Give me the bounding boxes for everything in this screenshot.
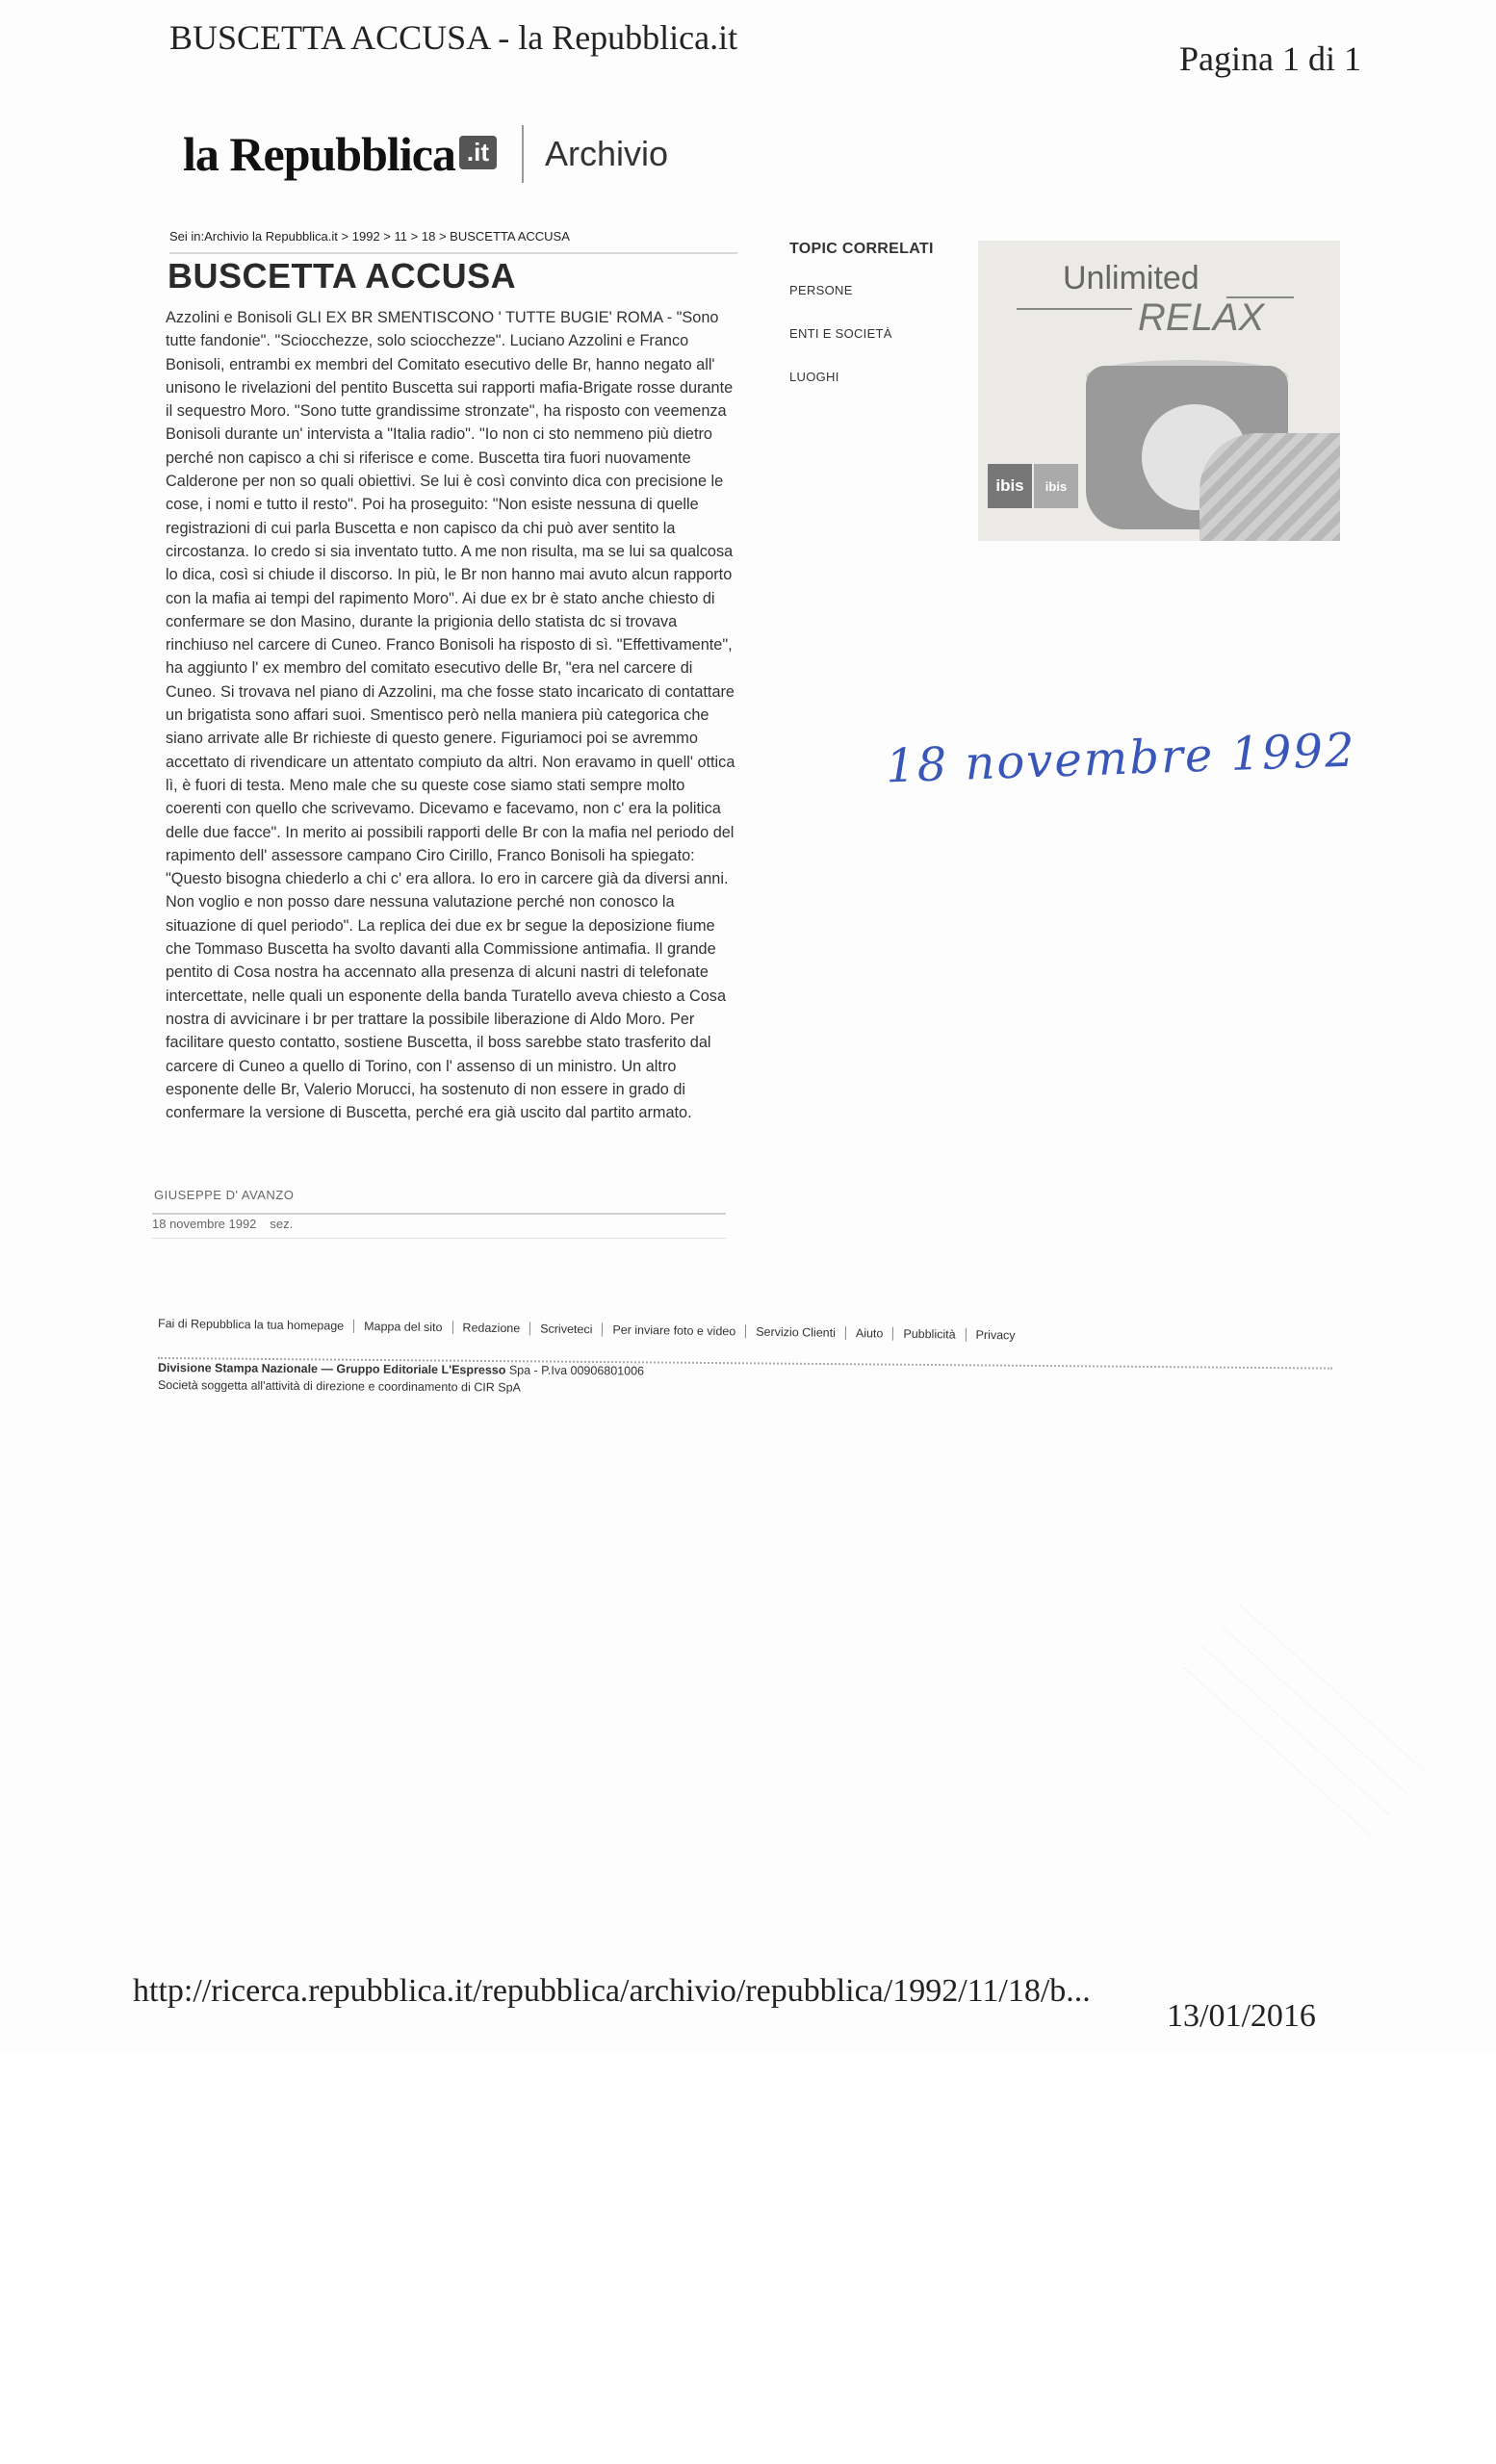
print-footer-date: 13/01/2016 bbox=[1167, 1998, 1316, 2034]
topic-luoghi[interactable]: LUOGHI bbox=[789, 370, 839, 384]
site-logo[interactable] bbox=[183, 125, 668, 183]
footer-company-vat: Spa - P.Iva 00906801006 bbox=[505, 1363, 645, 1378]
article-author: GIUSEPPE D' AVANZO bbox=[154, 1188, 295, 1202]
footer-link-homepage[interactable]: Fai di Repubblica la tua homepage bbox=[157, 1317, 345, 1333]
footer-links bbox=[158, 1317, 1025, 1343]
article-section: sez. bbox=[270, 1217, 294, 1231]
logo-wordmark: la Repubblica bbox=[183, 127, 455, 181]
divider bbox=[152, 1213, 726, 1215]
ibis-logo: ibis bbox=[988, 464, 1032, 508]
print-page-number: Pagina 1 di 1 bbox=[1179, 39, 1361, 78]
breadcrumb-archivio[interactable]: Archivio bbox=[204, 229, 249, 244]
ad-brand-logo bbox=[988, 464, 1078, 508]
faded-stamp-mark bbox=[1045, 1592, 1437, 1989]
related-topics bbox=[789, 241, 934, 413]
handwritten-date-note: 18 novembre 1992 bbox=[885, 723, 1357, 794]
ad-subheadline: RELAX bbox=[1138, 296, 1265, 339]
footer-link-redazione[interactable]: Redazione bbox=[451, 1321, 529, 1335]
breadcrumb-day[interactable]: > 18 bbox=[411, 229, 436, 244]
print-header-title: BUSCETTA ACCUSA - la Repubblica.it bbox=[169, 18, 738, 57]
logo-divider bbox=[522, 125, 524, 183]
footer-link-advertising[interactable]: Pubblicità bbox=[892, 1327, 965, 1342]
divider bbox=[152, 1238, 726, 1239]
footer-link-send-media[interactable]: Per inviare foto e video bbox=[602, 1322, 745, 1338]
ad-headline: Unlimited bbox=[1063, 260, 1199, 296]
advertisement-banner[interactable] bbox=[978, 241, 1340, 541]
footer-link-scriveteci[interactable]: Scriveteci bbox=[529, 1322, 602, 1336]
breadcrumb-month[interactable]: > 11 bbox=[383, 229, 407, 244]
topic-enti-societa[interactable]: ENTI E SOCIETÀ bbox=[789, 326, 892, 341]
print-footer-url: http://ricerca.repubblica.it/repubblica/archivio/repubblica/1992/11/18/b... bbox=[133, 1973, 1091, 2009]
ad-rule bbox=[1017, 308, 1132, 310]
divider bbox=[169, 252, 737, 254]
footer-link-help[interactable]: Aiuto bbox=[845, 1326, 893, 1341]
footer-link-customer-service[interactable]: Servizio Clienti bbox=[745, 1325, 845, 1340]
logo-it-badge: .it bbox=[459, 136, 497, 169]
breadcrumb bbox=[169, 229, 570, 244]
footer-cir-notice: Società soggetta all'attività di direzione e coordinamento di CIR SpA bbox=[157, 1378, 521, 1395]
related-topics-title: TOPIC CORRELATI bbox=[789, 241, 934, 257]
breadcrumb-prefix: Sei in: bbox=[169, 229, 205, 244]
topic-persone[interactable]: PERSONE bbox=[789, 283, 853, 297]
footer-company-name: Divisione Stampa Nazionale — Gruppo Editoriale L'Espresso bbox=[157, 1361, 506, 1377]
article-dateline bbox=[152, 1217, 293, 1231]
article-body: Azzolini e Bonisoli GLI EX BR SMENTISCONO ' TUTTE BUGIE' ROMA - "Sono tutte fandonie". "Sciocchezze, solo sciocchezze". Luciano Azzolini e Franco Bonisoli, entrambi ex membri del Comitato esecutivo delle Br, hanno negato all' unisono le rivelazioni del pentito Buscetta sui rapporti mafia-Brigate rosse durante il sequestro Moro. "Sono tutte grandissime stronzate", ha risposto con veemenza Bonisoli durante un' intervista a "Italia radio". "Io non ci sto nemmeno più dietro perché non capisco a chi si riferisce e come. Buscetta tira fuori nuovamente Calderone per non so quali obiettivi. Se lui è così convinto dica con precisione le cose, i nomi e tutto il resto". Poi ha proseguito: "Non esiste nessuna di quelle registrazioni di cui parla Buscetta e non capisco da chi può aver sentito la circostanza. Io credo si sia inventato tutto. A me non risulta, ma se lui sa qualcosa lo dica, così si chiude il discorso. In più, le Br non hanno mai avuto alcun rapporto con la mafia ai tempi del rapimento Moro". Ai due ex br è stato anche chiesto di confermare se don Masino, durante la prigionia dello statista dc si trovava rinchiuso nel carcere di Cuneo. Franco Bonisoli ha risposto di sì. "Effettivamente", ha aggiunto l' ex membro del comitato esecutivo delle Br, "era nel carcere di Cuneo. Si trovava nel piano di Azzolini, ma che fosse stato incaricato di contattare un brigatista sono affari suoi. Smentisco però nella maniera più categorica che siano arrivate alle Br richieste di questo genere. Figuriamoci poi se avremmo accettato di rivendicare un attentato compiuto da altri. Non eravamo in quell' ottica lì, è fuori di testa. Meno male che su queste cose siamo stati sempre molto coerenti con quello che scrivevamo. Dicevamo e facevamo, non c' era la politica delle due facce". In merito ai possibili rapporti delle Br con la mafia nel periodo del rapimento dell' assessore campano Ciro Cirillo, Franco Bonisoli ha spiegato: "Questo bisogna chiederlo a chi c' era allora. Io ero in carcere già da diversi anni. Non voglio e non posso dare nessuna valutazione perché non conosco la situazione di quel periodo". La replica dei due ex br segue la deposizione fiume che Tommaso Buscetta ha svolto davanti alla Commissione antimafia. Il grande pentito di Cosa nostra ha accennato alla presenza di alcuni nastri di telefonate intercettate, nelle quali un esponente della banda Turatello aveva chiesto a Cosa nostra di avvicinare i br per trattare la possibile liberazione di Aldo Moro. Per facilitare questo contatto, sostiene Buscetta, il boss sarebbe stato trasferito dal carcere di Cuneo a quello di Torino, con l' assenso di un ministro. Un altro esponente delle Br, Valerio Morucci, ha sostenuto di non essere in grado di confermare la versione di Buscetta, perché era già uscito dal partito armato. bbox=[166, 309, 735, 1122]
article-date: 18 novembre 1992 bbox=[152, 1217, 257, 1231]
ibis-styles-logo: ibis bbox=[1034, 464, 1078, 508]
breadcrumb-repubblica[interactable]: la Repubblica.it bbox=[252, 229, 338, 244]
section-title: Archivio bbox=[545, 134, 669, 173]
breadcrumb-year[interactable]: > 1992 bbox=[342, 229, 380, 244]
ad-sweater-image bbox=[1199, 433, 1340, 541]
breadcrumb-current: > BUSCETTA ACCUSA bbox=[439, 229, 570, 244]
article-headline: BUSCETTA ACCUSA bbox=[168, 256, 517, 295]
footer-link-sitemap[interactable]: Mappa del sito bbox=[353, 1320, 451, 1334]
footer-company-info bbox=[158, 1361, 644, 1378]
footer-link-privacy[interactable]: Privacy bbox=[966, 1328, 1025, 1343]
